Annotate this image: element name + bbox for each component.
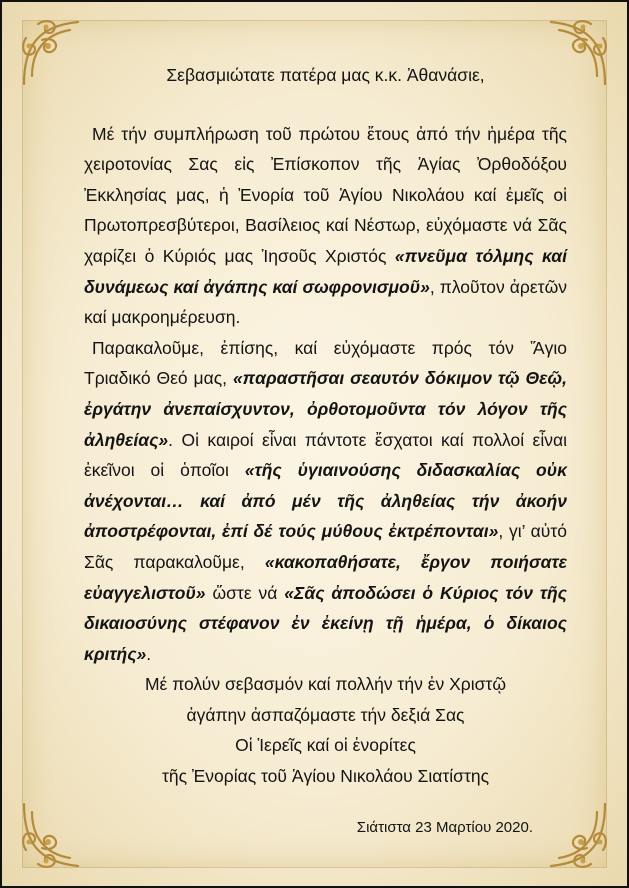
greeting: Σεβασμιώτατε πατέρα μας κ.κ. Ἀθανάσιε, — [166, 65, 485, 85]
corner-flourish-icon — [18, 798, 92, 872]
corner-flourish-icon — [537, 798, 611, 872]
scripture-quote: «κακοπαθήσατε, ἔργον ποιήσατε εὐαγγελιστοῦ» — [84, 551, 567, 603]
paragraph-text: , πλοῦτον ἀρετῶν καί μακροημέρευση. — [84, 276, 568, 328]
paragraph-text: Παρακαλοῦμε, ἐπίσης, καί εὐχόμαστε πρός τόν Ἅγιο Τριαδικό Θεό μας, — [84, 337, 567, 389]
closing-line: Μέ πολύν σεβασμόν καί πολλήν τήν ἐν Χριστῷ — [144, 674, 507, 695]
paragraph-text: . Οἱ καιροί εἶναι πάντοτε ἔσχατοι καί πολλοί εἶναι ἐκεῖνοι οἱ ὁποῖοι — [84, 429, 567, 481]
letter-body — [84, 60, 567, 792]
signature-line: τῆς Ἐνορίας τοῦ Ἁγίου Νικολάου Σιατίστης — [161, 766, 490, 787]
paragraph-text: ὥστε νά — [205, 582, 285, 603]
letter-date: Σιάτιστα 23 Μαρτίου 2020. — [356, 819, 533, 836]
paragraph-1 — [84, 119, 567, 333]
scripture-quote: «τῆς ὑγιαινούσης διδασκαλίας οὐκ ἀνέχονται… καί ἀπό μέν τῆς ἀληθείας τήν ἀκοήν ἀποστρέφονται, ἐπί δέ τούς μύθους ἐκτρέπονται» — [84, 460, 567, 542]
paragraph-text: Μέ τήν συμπλήρωση τοῦ πρώτου ἔτους ἀπό τήν ἡμέρα τῆς χειροτονίας Σας εἰς Ἐπίσκοπον τῆς Ἁγίας Ὀρθοδόξου Ἐκκλησίας μας, ἡ Ἐνορία τοῦ Ἁγίου Νικολάου καί ἐμεῖς οἱ Πρωτοπρεσβύτεροι, Βασίλειος καί Νέστωρ, εὐχόμαστε νά Σᾶς χαρίζει ὁ Κύριός μας Ἰησοῦς Χριστός — [84, 123, 567, 266]
paragraph-text: , γι’ αὐτό Σᾶς παρακαλοῦμε, — [84, 521, 568, 572]
scripture-quote: «παραστῆσαι σεαυτόν δόκιμον τῷ Θεῷ, ἐργάτην ἀνεπαίσχυντον, ὀρθοτομοῦντα τόν λόγον τῆς ἀληθείας» — [84, 368, 567, 450]
signature-line: Οἱ Ἱερεῖς καί οἱ ἐνορίτες — [235, 735, 416, 756]
corner-flourish-icon — [18, 16, 92, 90]
paragraph-text: . — [146, 643, 152, 664]
paragraph-2 — [84, 333, 567, 670]
scripture-quote: «Σᾶς ἀποδώσει ὁ Κύριος τόν τῆς δικαιοσύνης στέφανον ἐν ἐκείνῃ τῇ ἡμέρα, ὁ δίκαιος κριτής» — [84, 582, 567, 664]
closing-line: ἀγάπην ἀσπαζόμαστε τήν δεξιά Σας — [186, 704, 465, 725]
scripture-quote: «πνεῦμα τόλμης καί δυνάμεως καί ἀγάπης καί σωφρονισμοῦ» — [84, 245, 568, 297]
